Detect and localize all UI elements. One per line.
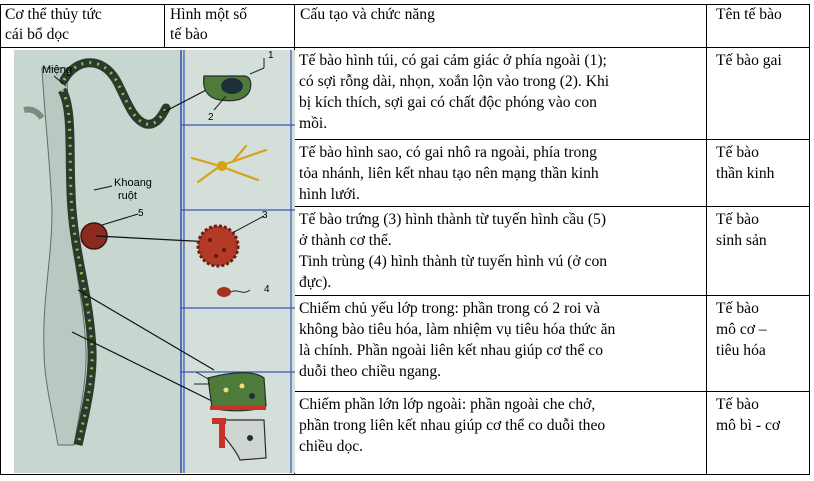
row-5-description — [299, 394, 605, 457]
row-4-name-line-1: Tế bào — [716, 300, 759, 317]
row-5-desc-line-2: phần trong liên kết nhau giúp cơ thể co duỗi theo — [299, 417, 606, 434]
row-2-name — [716, 142, 774, 184]
row-4-desc-line-1: Chiếm chủ yếu lớp trong: phần trong có 2 roi và — [299, 300, 601, 317]
row-2-description — [299, 142, 599, 205]
label-cavity — [114, 177, 152, 203]
row-1-desc-line-1: Tế bào hình túi, có gai cảm giác ở phía ngoài (1); — [299, 52, 607, 69]
label-num-2: 2 — [208, 112, 214, 123]
label-cavity-line1: Khoang — [114, 177, 152, 189]
row-1-desc-line-2: có sợi rỗng dài, nhọn, xoắn lộn vào trong (2). Khi — [299, 73, 610, 90]
hydra-figure — [14, 50, 295, 473]
label-num-5: 5 — [138, 208, 144, 219]
row-divider-2 — [294, 206, 810, 207]
row-4-desc-line-4: duỗi theo chiều ngang. — [299, 363, 442, 380]
table-border-right — [809, 4, 810, 475]
row-divider-3 — [294, 295, 810, 296]
table-border-bottom — [0, 474, 810, 475]
row-5-name-line-2: mô bì - cơ — [716, 417, 781, 434]
col-divider-1 — [164, 4, 165, 47]
row-4-name — [716, 298, 767, 361]
row-3-description — [299, 209, 607, 293]
header-col2-line1: Hình một số — [170, 6, 248, 23]
row-3-desc-line-2: ở thành cơ thể. — [299, 232, 392, 249]
row-5-desc-line-1: Chiếm phần lớn lớp ngoài: phần ngoài che chở, — [299, 396, 596, 413]
row-4-name-line-2: mô cơ – — [716, 321, 767, 338]
row-divider-4 — [294, 391, 810, 392]
row-3-desc-line-3: Tinh trùng (4) hình thành từ tuyến hình vú (ở con — [299, 253, 608, 270]
row-1-desc-line-4: mồi. — [299, 115, 328, 132]
header-col1-line1: Cơ thể thủy tức — [5, 6, 102, 23]
row-2-desc-line-3: hình lưới. — [299, 186, 360, 203]
header-col1-line2: cái bổ dọc — [5, 26, 70, 43]
row-3-desc-line-4: đực). — [299, 274, 332, 291]
row-3-name — [716, 209, 767, 251]
row-1-name — [716, 50, 782, 71]
label-num-3: 3 — [262, 210, 268, 221]
row-4-desc-line-3: là chính. Phần ngoài liên kết nhau giúp cơ thể co — [299, 342, 604, 359]
header-col2 — [170, 5, 247, 45]
row-divider-1 — [294, 139, 810, 140]
row-3-desc-line-1: Tế bào trứng (3) hình thành từ tuyến hình cầu (5) — [299, 211, 607, 228]
label-num-1: 1 — [268, 50, 274, 61]
header-col2-line2: tế bào — [170, 26, 208, 43]
row-1-description — [299, 50, 609, 134]
header-col4: Tên tế bào — [716, 6, 782, 23]
row-2-desc-line-1: Tế bào hình sao, có gai nhô ra ngoài, phía trong — [299, 144, 597, 161]
row-1-desc-line-3: bị kích thích, sợi gai có chất độc phóng vào con — [299, 94, 597, 111]
label-num-4: 4 — [264, 284, 270, 295]
table-border-left — [0, 4, 1, 475]
label-mouth: Miệng — [42, 64, 72, 76]
header-divider — [0, 47, 810, 48]
col-divider-3 — [706, 4, 707, 475]
label-cavity-line2: ruột — [118, 190, 137, 202]
row-5-desc-line-3: chiều dọc. — [299, 438, 364, 455]
row-4-desc-line-2: không bào tiêu hóa, làm nhiệm vụ tiêu hóa thức ăn — [299, 321, 616, 338]
row-5-name — [716, 394, 780, 436]
row-2-name-line-1: Tế bào — [716, 144, 759, 161]
row-5-name-line-1: Tế bào — [716, 396, 759, 413]
row-1-name-line-1: Tế bào gai — [716, 52, 782, 69]
header-col3: Cấu tạo và chức năng — [300, 6, 435, 23]
row-4-description — [299, 298, 615, 382]
header-col1 — [5, 5, 102, 45]
row-3-name-line-1: Tế bào — [716, 211, 759, 228]
row-4-name-line-3: tiêu hóa — [716, 342, 766, 359]
row-3-name-line-2: sinh sản — [716, 232, 767, 249]
row-2-desc-line-2: tỏa nhánh, liên kết nhau tạo nên mạng thần kinh — [299, 165, 599, 182]
row-2-name-line-2: thần kinh — [716, 165, 775, 182]
